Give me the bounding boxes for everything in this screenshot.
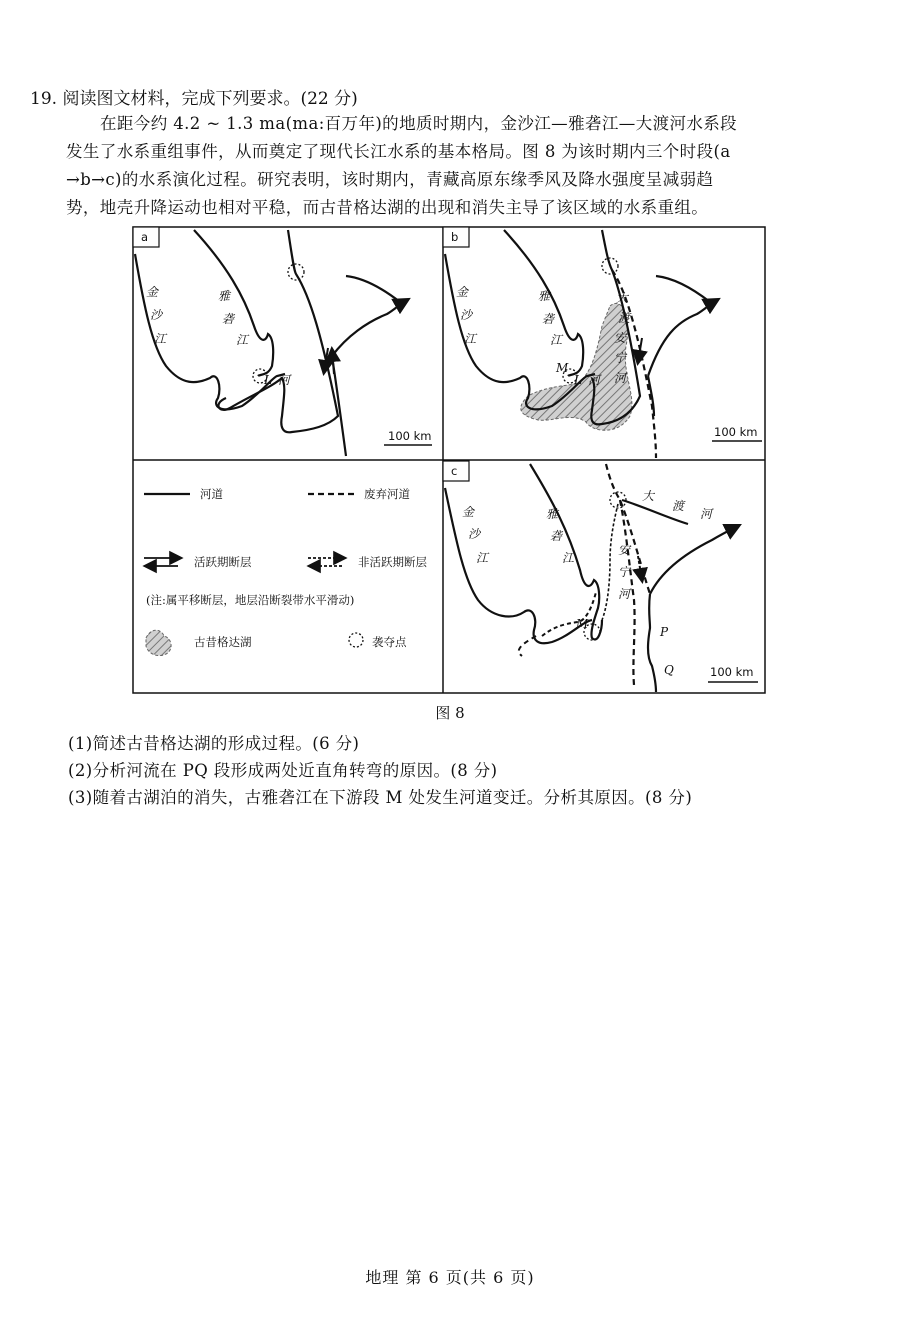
b-L: L [574,373,582,387]
panel-a [133,227,432,456]
legend [144,487,427,656]
a-long: 砻 [222,312,235,326]
page-footer: 地理 第 6 页(共 6 页) [365,1268,535,1287]
c-Q: Q [664,663,674,677]
c-P: P [660,625,669,639]
b-jiang2: 江 [550,333,563,347]
c-ning: 宁 [618,565,631,579]
c-M: M [576,617,589,631]
sub-question-2: (2)分析河流在 PQ 段形成两处近直角转弯的原因。(8 分) [68,761,498,780]
a-jiang1: 江 [154,332,167,346]
c-du: 渡 [672,499,685,513]
b-scale: 100 km [714,425,758,439]
question-header: 19. 阅读图文材料，完成下列要求。(22 分) [30,89,358,109]
panel-a-tag: a [141,230,149,244]
c-jin: 金 [462,505,475,519]
b-an: 安 [614,331,627,345]
c-an: 安 [618,543,631,557]
a-he: 河 [278,373,291,387]
material-line-2: 发生了水系重组事件，从而奠定了现代长江水系的基本格局。图 8 为该时期内三个时段(a [66,142,731,161]
b-da: 大 [616,291,629,305]
a-scale: 100 km [388,429,432,443]
legend-note: (注:属平移断层，地层沿断裂带水平滑动) [146,593,355,607]
b-sha: 沙 [460,308,473,322]
c-da: 大 [642,489,655,503]
b-jin: 金 [456,285,469,299]
c-long: 砻 [550,529,563,543]
sub-question-3: (3)随着古湖泊的消失，古雅砻江在下游段 M 处发生河道变迁。分析其原因。(8 分) [68,788,693,807]
panel-c-tag: c [451,464,458,478]
panel-c [443,461,758,692]
c-he2: 河 [618,587,631,601]
b-ya: 雅 [538,289,551,303]
c-sha: 沙 [468,527,481,541]
panel-b [443,227,762,458]
ancient-lake-b [521,303,632,430]
b-he1: 河 [588,373,601,387]
legend-river: 河道 [200,487,223,501]
legend-active: 活跃期断层 [194,555,252,569]
b-M: M [556,361,569,375]
legend-inactive: 非活跃期断层 [358,555,427,569]
material-line-1: 在距今约 4.2 ~ 1.3 ma(ma:百万年)的地质时期内，金沙江—雅砻江—大渡河水系段 [100,114,738,133]
material-line-3: →b→c)的水系演化过程。研究表明，该时期内，青藏高原东缘季风及降水强度呈减弱趋 [66,170,714,189]
b-jiang1: 江 [464,332,477,346]
b-long: 砻 [542,312,555,326]
b-he2: 河 [614,371,627,385]
a-jin: 金 [146,285,159,299]
c-he1: 河 [700,507,713,521]
b-ning: 宁 [614,351,627,365]
legend-abandoned: 废弃河道 [364,487,410,501]
c-jiang1: 江 [476,551,489,565]
a-L: L [264,373,272,387]
c-jiang2: 江 [562,551,575,565]
a-ya: 雅 [218,289,231,303]
a-jiang2: 江 [236,333,249,347]
material-line-4: 势，地壳升降运动也相对平稳，而古昔格达湖的出现和消失主导了该区域的水系重组。 [66,198,709,217]
figure-8 [132,226,766,694]
figure-caption: 图 8 [435,704,465,722]
a-sha: 沙 [150,308,163,322]
c-scale: 100 km [710,665,754,679]
sub-question-1: (1)简述古昔格达湖的形成过程。(6 分) [68,734,360,753]
legend-lake: 古昔格达湖 [194,635,252,649]
legend-capture: 袭夺点 [372,635,407,649]
c-ya: 雅 [546,507,559,521]
b-du: 渡 [618,311,631,325]
panel-b-tag: b [451,230,459,244]
